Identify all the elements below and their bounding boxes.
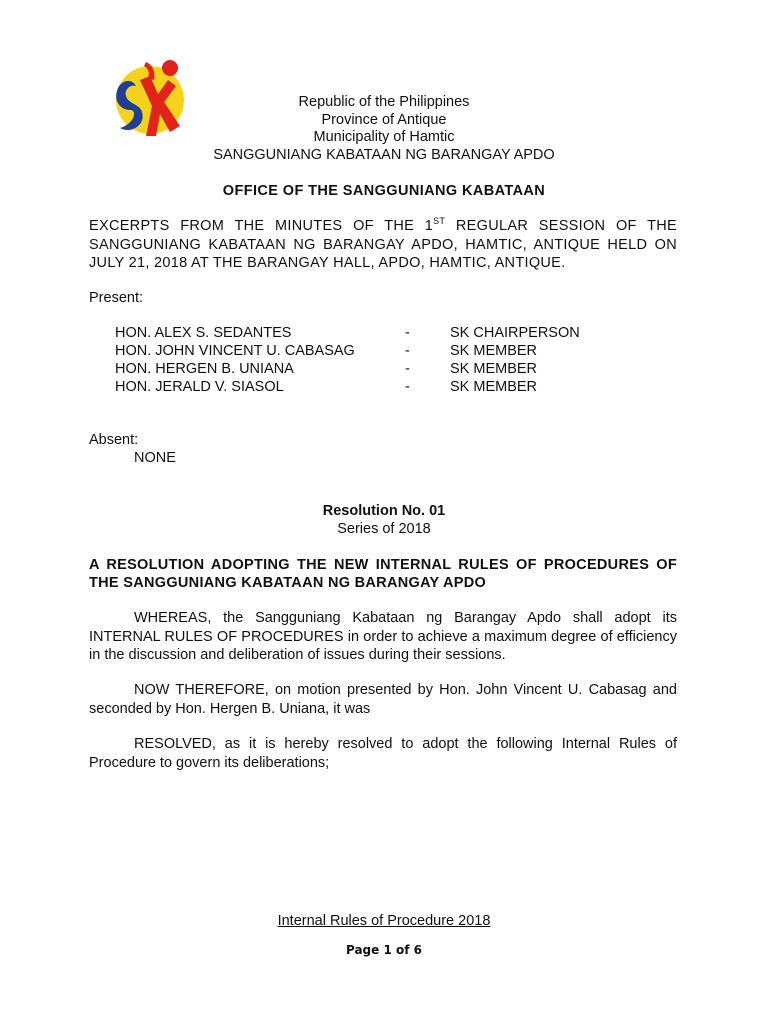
attendee-dash: - bbox=[405, 379, 410, 395]
resolved-paragraph: RESOLVED, as it is hereby resolved to adopt the following Internal Rules of Procedure to govern its deliberations; bbox=[89, 736, 677, 771]
attendee-row bbox=[115, 360, 675, 378]
letterhead bbox=[0, 94, 768, 164]
whereas-paragraph: WHEREAS, the Sangguniang Kabataan ng Barangay Apdo shall adopt its INTERNAL RULES OF PROCEDURES in order to achieve a maximum degree of efficiency in the discussion and deliberation of issues during their sessions. bbox=[89, 610, 677, 663]
attendee-dash: - bbox=[405, 325, 410, 341]
attendee-name: HON. JOHN VINCENT U. CABASAG bbox=[115, 343, 355, 359]
attendee-position: SK MEMBER bbox=[450, 361, 538, 377]
attendee-name: HON. HERGEN B. UNIANA bbox=[115, 361, 294, 377]
present-label: Present: bbox=[89, 290, 143, 306]
page-total: 6 bbox=[413, 943, 423, 957]
attendee-row bbox=[115, 342, 675, 360]
attendee-dash: - bbox=[405, 361, 410, 377]
office-title: OFFICE OF THE SANGGUNIANG KABATAAN bbox=[222, 183, 546, 199]
excerpt-paragraph bbox=[89, 217, 677, 273]
footer-title bbox=[0, 913, 768, 929]
resolution-series: Series of 2018 bbox=[337, 521, 431, 537]
page-current: 1 bbox=[383, 943, 392, 957]
attendee-name: HON. ALEX S. SEDANTES bbox=[115, 325, 292, 341]
absent-label: Absent: bbox=[89, 432, 139, 448]
attendee-dash: - bbox=[405, 343, 410, 359]
attendee-row bbox=[115, 324, 675, 342]
resolution-title: A RESOLUTION ADOPTING THE NEW INTERNAL RULES OF PROCEDURES OF THE SANGGUNIANG KABATAAN NG BARANGAY APDO bbox=[89, 557, 677, 591]
letterhead-country: Republic of the Philippines bbox=[298, 94, 470, 110]
attendee-name: HON. JERALD V. SIASOL bbox=[115, 379, 284, 395]
page-of: of bbox=[391, 943, 414, 957]
page-number bbox=[0, 943, 768, 957]
attendee-position: SK MEMBER bbox=[450, 343, 538, 359]
now-therefore-paragraph: NOW THEREFORE, on motion presented by Hon. John Vincent U. Cabasag and seconded by Hon. Hergen B. Uniana, it was bbox=[89, 682, 677, 717]
resolution-number: Resolution No. 01 bbox=[322, 503, 446, 519]
attendee-row bbox=[115, 378, 675, 396]
attendee-position: SK CHAIRPERSON bbox=[450, 325, 580, 341]
page-prefix: Page bbox=[345, 943, 384, 957]
excerpt-text-end: REGULAR SESSION OF THE SANGGUNIANG KABATAAN NG BARANGAY APDO, HAMTIC, ANTIQUE HELD ON JULY 21, 2018 AT THE BARANGAY HALL, APDO, HAMTIC, ANTIQUE. bbox=[89, 218, 678, 271]
excerpt-text-start: EXCERPTS FROM THE MINUTES OF THE 1 bbox=[89, 218, 434, 234]
absent-value: NONE bbox=[134, 450, 176, 466]
attendee-list bbox=[115, 324, 675, 396]
letterhead-council: SANGGUNIANG KABATAAN NG BARANGAY APDO bbox=[213, 146, 555, 163]
footer-title-text: Internal Rules of Procedure 2018 bbox=[277, 913, 491, 929]
attendee-position: SK MEMBER bbox=[450, 379, 538, 395]
letterhead-province: Province of Antique bbox=[321, 111, 447, 128]
letterhead-municipality: Municipality of Hamtic bbox=[313, 129, 455, 145]
excerpt-ordinal: ST bbox=[433, 216, 446, 227]
